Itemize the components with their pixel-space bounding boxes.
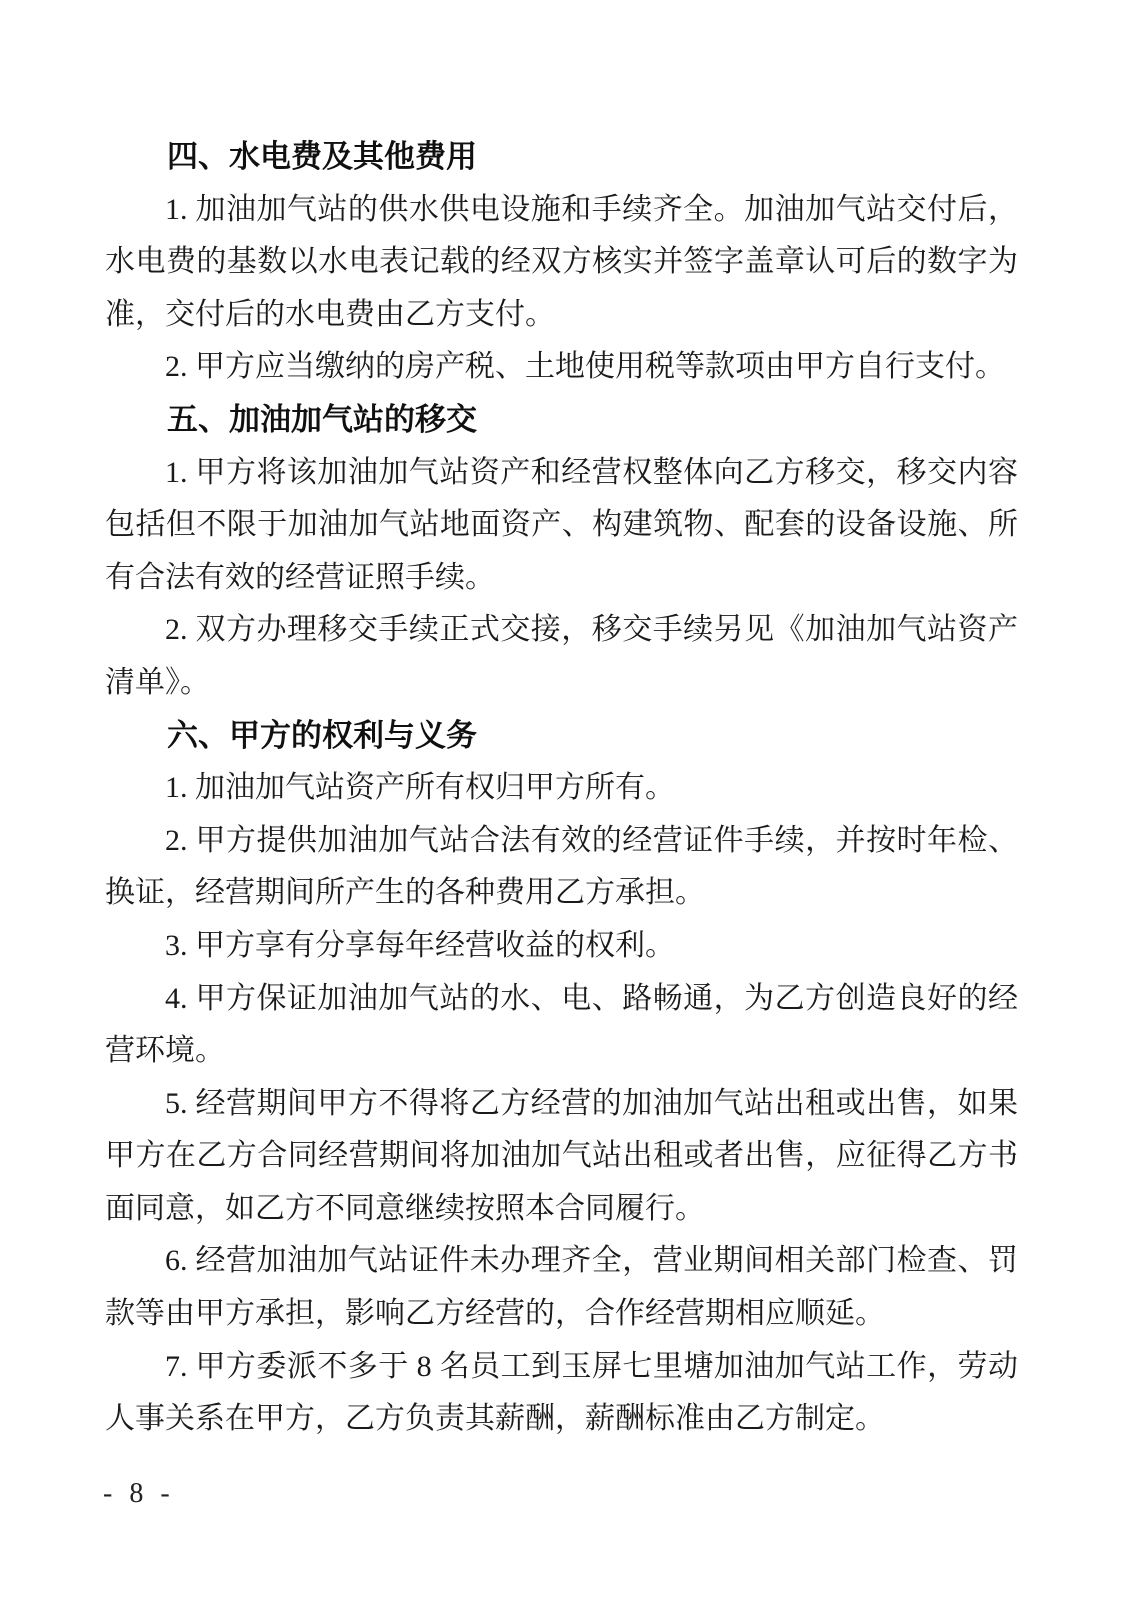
clause-paragraph: 1. 加油加气站资产所有权归甲方所有。 [165,771,675,805]
clause-paragraph: 2. 甲方提供加油加气站合法有效的经营证件手续，并按时年检、换证，经营期间所产生的各种费用乙方承担。 [105,823,1018,910]
contract-body [105,131,1018,1446]
clause-paragraph: 2. 甲方应当缴纳的房产税、土地使用税等款项由甲方自行支付。 [165,350,1005,384]
clause-paragraph: 1. 加油加气站的供水供电设施和手续齐全。加油加气站交付后，水电费的基数以水电表记载的经双方核实并签字盖章认可后的数字为准，交付后的水电费由乙方支付。 [105,192,1018,331]
clause-paragraph: 3. 甲方享有分享每年经营收益的权利。 [165,928,675,962]
section-station-handover [105,394,1018,710]
clause-paragraph: 4. 甲方保证加油加气站的水、电、路畅通，为乙方创造良好的经营环境。 [105,981,1018,1068]
clause-paragraph: 2. 双方办理移交手续正式交接，移交手续另见《加油加气站资产清单》。 [105,613,1018,699]
clause-paragraph: 6. 经营加油加气站证件未办理齐全，营业期间相关部门检查、罚款等由甲方承担，影响乙方经营的，合作经营期相应顺延。 [105,1244,1018,1331]
section-heading-station-handover: 五、加油加气站的移交 [167,401,477,437]
section-utilities-fees [105,131,1018,394]
section-heading-utilities-fees: 四、水电费及其他费用 [167,139,477,174]
section-heading-party-a-rights-obligations: 六、甲方的权利与义务 [167,717,477,753]
page-number: - 8 - [103,1478,175,1509]
clause-paragraph: 1. 甲方将该加油加气站资产和经营权整体向乙方移交，移交内容包括但不限于加油加气站地面资产、构建筑物、配套的设备设施、所有合法有效的经营证照手续。 [105,455,1018,594]
clause-paragraph: 7. 甲方委派不多于 8 名员工到玉屏七里塘加油加气站工作，劳动人事关系在甲方，乙方负责其薪酬，薪酬标准由乙方制定。 [105,1349,1018,1436]
section-party-a-rights-obligations [105,710,1018,1446]
clause-paragraph: 5. 经营期间甲方不得将乙方经营的加油加气站出租或出售，如果甲方在乙方合同经营期间将加油加气站出租或者出售，应征得乙方书面同意，如乙方不同意继续按照本合同履行。 [105,1086,1018,1225]
